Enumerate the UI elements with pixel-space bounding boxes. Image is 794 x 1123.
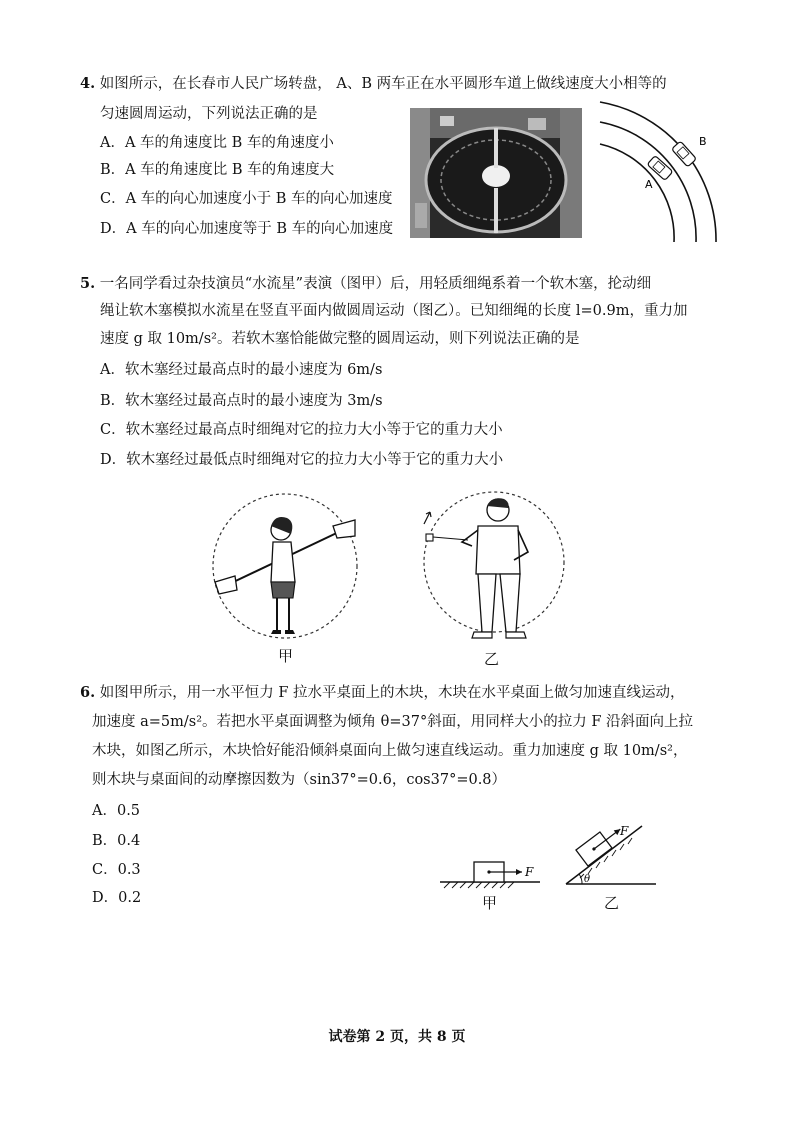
q4-option-d: D．A 车的向心加速度等于 B 车的向心加速度 [100, 221, 394, 237]
q6-figure-yi [560, 818, 660, 890]
q5-number: 5. [80, 275, 96, 292]
q5-caption-jia: 甲 [278, 647, 294, 665]
q6-caption-jia: 甲 [482, 894, 498, 912]
q6-option-a: A．0.5 [92, 803, 141, 819]
q4-stem-line2: 匀速圆周运动，下列说法正确的是 [100, 106, 318, 122]
q6-stem-line3: 木块，如图乙所示，木块恰好能沿倾斜桌面向上做匀速直线运动。重力加速度 g 取 10m/s²， [92, 743, 688, 759]
q6-theta-label: θ [584, 874, 591, 885]
q4-stem-line1 [80, 74, 667, 94]
q5-option-c: C．软木塞经过最高点时细绳对它的拉力大小等于它的重力大小 [100, 422, 503, 438]
q4-number: 4. [80, 75, 96, 92]
q5-figure-yi [416, 480, 566, 648]
q5-option-b: B．软木塞经过最高点时的最小速度为 3m/s [100, 393, 383, 409]
q6-number: 6. [80, 684, 96, 701]
q6-figure-jia [440, 850, 540, 890]
q5-stem-line1 [80, 274, 651, 294]
q6-yi-force-label: F [620, 824, 629, 838]
q5-option-a: A．软木塞经过最高点时的最小速度为 6m/s [100, 362, 383, 378]
q4-stem-text1: 如图所示，在长春市人民广场转盘， A、B 两车正在水平圆形车道上做线速度大小相等的 [99, 76, 667, 92]
q4-option-b: B．A 车的角速度比 B 车的角速度大 [100, 162, 335, 178]
page-footer: 试卷第 2 页，共 8 页 [328, 1029, 466, 1045]
q5-stem-text1: 一名同学看过杂技演员“水流星”表演（图甲）后，用轻质细绳系着一个软木塞，抡动细 [99, 276, 652, 292]
q4-label-b: B [699, 135, 707, 148]
q5-figure-jia [205, 490, 365, 650]
q4-track-diagram [598, 96, 718, 246]
q6-option-c: C．0.3 [92, 862, 141, 878]
q4-option-a: A．A 车的角速度比 B 车的角速度小 [100, 135, 334, 151]
q6-stem-line1 [80, 683, 685, 703]
q6-stem-text1: 如图甲所示，用一水平恒力 F 拉水平桌面上的木块，木块在水平桌面上做匀加速直线运动， [99, 685, 685, 701]
q5-stem-line3: 速度 g 取 10m/s²。若软木塞恰能做完整的圆周运动，则下列说法正确的是 [100, 331, 580, 347]
q6-caption-yi: 乙 [604, 894, 620, 912]
q6-jia-force-label: F [525, 865, 534, 879]
q6-stem-line2: 加速度 a=5m/s²。若把水平桌面调整为倾角 θ=37°斜面，用同样大小的拉力 F 沿斜面向上拉 [92, 714, 693, 730]
q4-roundabout-photo [410, 108, 582, 238]
q6-option-b: B．0.4 [92, 833, 141, 849]
q4-option-c: C．A 车的向心加速度小于 B 车的向心加速度 [100, 191, 393, 207]
q6-stem-line4: 则木块与桌面间的动摩擦因数为（sin37°=0.6，cos37°=0.8） [92, 772, 507, 788]
q6-option-d: D．0.2 [92, 890, 142, 906]
q5-caption-yi: 乙 [484, 650, 500, 668]
q5-option-d: D．软木塞经过最低点时细绳对它的拉力大小等于它的重力大小 [100, 452, 504, 468]
q4-label-a: A [645, 178, 653, 191]
q5-stem-line2: 绳让软木塞模拟水流星在竖直平面内做圆周运动（图乙）。已知细绳的长度 l=0.9m，重力加 [100, 303, 688, 319]
